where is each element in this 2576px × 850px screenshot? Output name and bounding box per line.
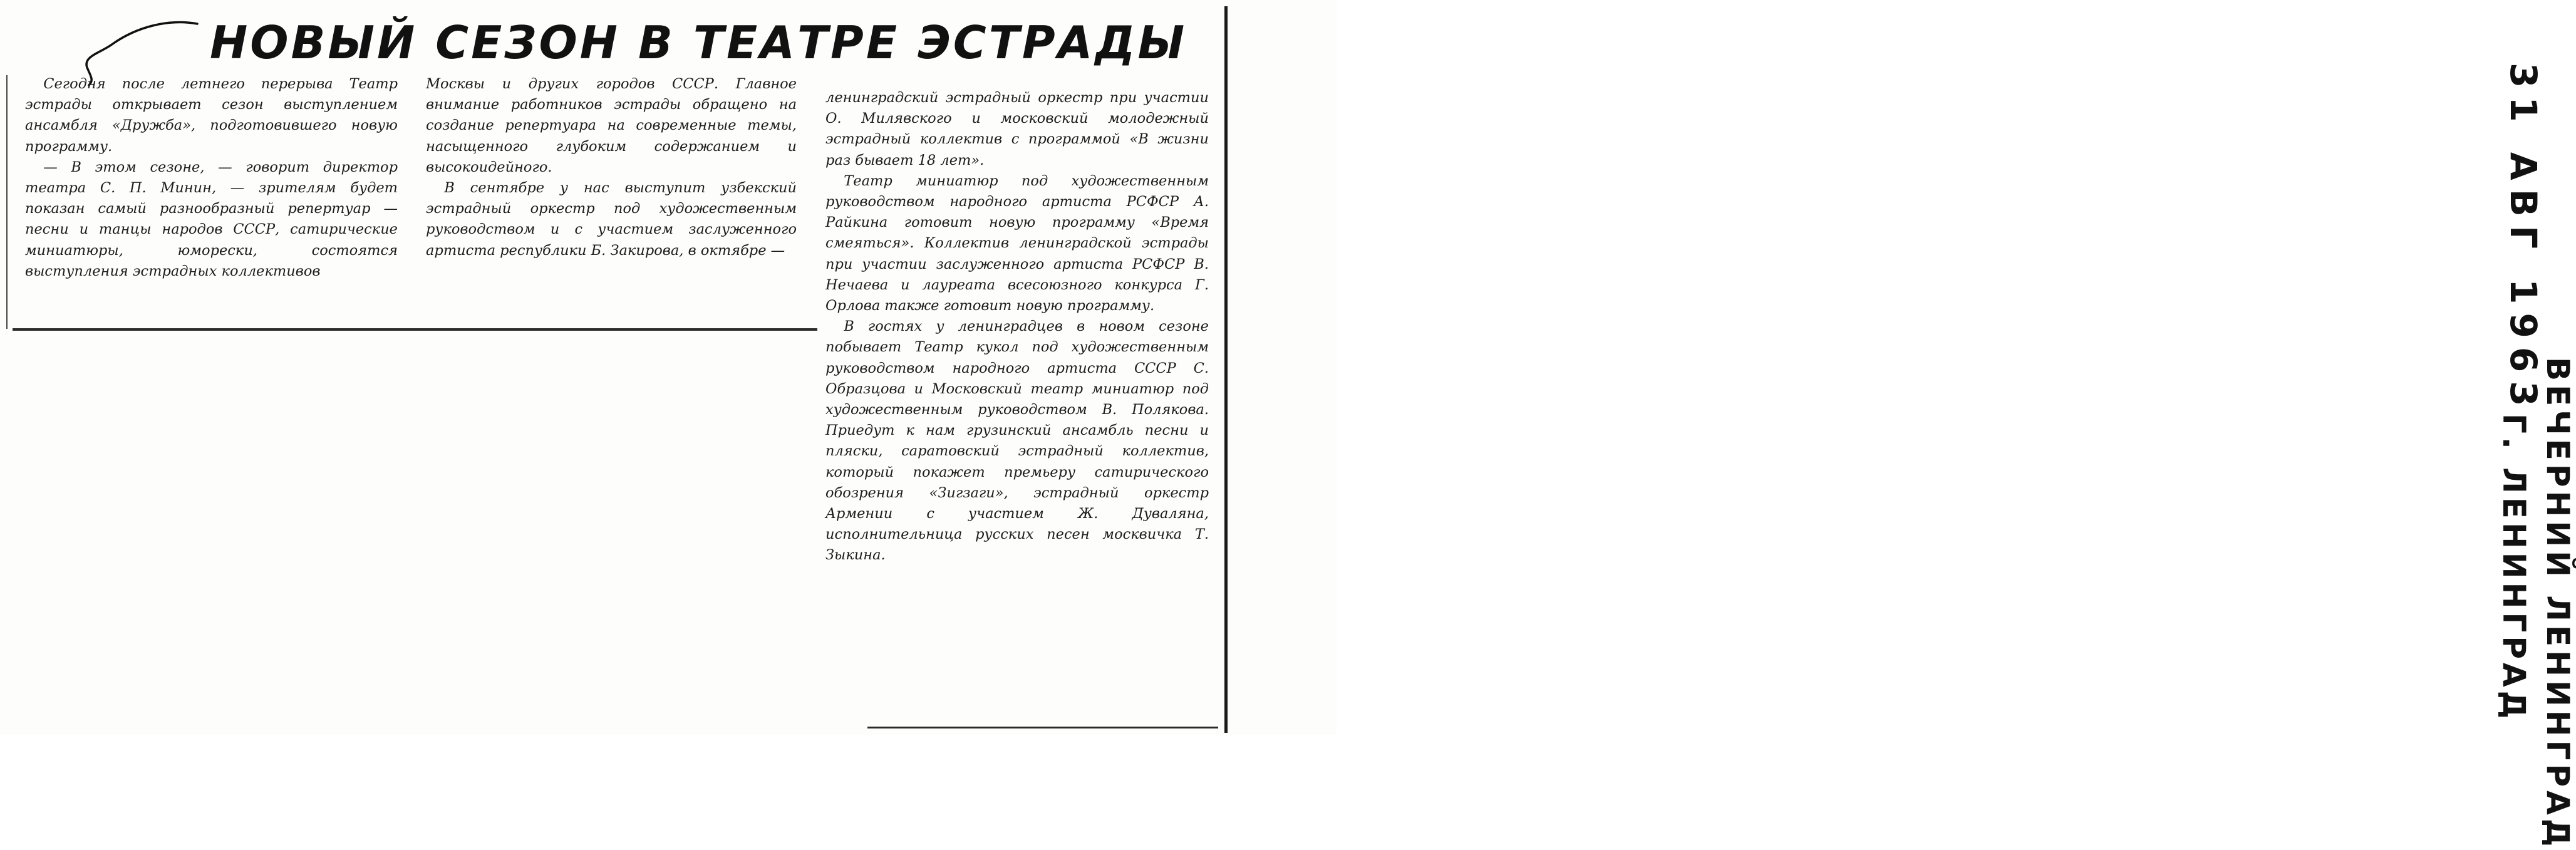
bottom-rule-right — [867, 727, 1218, 728]
paragraph: Театр миниатюр под художественным руководством народного артиста РСФСР А. Райкина готовит новую программу «Время смеяться». Коллектив ленинградской эстрады при участии заслуженного артиста РСФСР В. Нечаева и лауреата всесоюзного конкурса Г. Орлова также готовит новую программу. — [825, 172, 1209, 314]
paragraph: Москвы и других городов СССР. Главное внимание работников эстрады обращено на создание репертуара на современные темы, насыщенного глубоким содержанием и высокоидейного. — [426, 76, 797, 175]
article-headline: НОВЫЙ СЕЗОН В ТЕАТРЕ ЭСТРАДЫ — [210, 16, 1187, 69]
stamp-newspaper-name: ВЕЧЕРНИЙ ЛЕНИНГРАД — [2540, 357, 2576, 850]
paragraph: В гостях у ленинградцев в новом сезоне побывает Театр кукол под художественным руководством народного артиста СССР С. Образцова и Московский театр миниатюр под художественным руководством В. Полякова. Приедут к нам грузинский ансамбль песни и пляски, саратовский эстрадный коллектив, который покажет премьеру сатирического обозрения «Зигзаги», эстрадный оркестр Армении с участием Ж. Дуваляна, исполнительница русских песен москвичка Т. Зыкина. — [825, 318, 1209, 564]
stamp-date: 31 АВГ 1963 — [2502, 63, 2545, 415]
article-column-3 — [825, 88, 1209, 566]
archive-stamp — [1243, 0, 2576, 850]
paragraph: Сегодня после летнего перерыва Театр эстрады открывает сезон выступлением ансамбля «Дружба», подготовившего новую программу. — [25, 76, 398, 155]
article-column-2 — [426, 74, 797, 261]
paragraph: В сентябре у нас выступит узбекский эстрадный оркестр под художественным руководством и с участием заслуженного артиста республики Б. Закирова, в октябре — — [426, 180, 797, 259]
stamp-city: Г. ЛЕНИНГРАД — [2496, 413, 2532, 723]
left-border-rule — [6, 75, 8, 329]
paragraph: — В этом сезоне, — говорит директор театра С. П. Минин, — зрителям будет показан самый разнообразный репертуар — песни и танцы народов СССР, сатирические миниатюры, юморески, состоятся выступления эстрадных коллективов — [25, 158, 398, 279]
paragraph: ленинградский эстрадный оркестр при участии О. Милявского и московский молодежный эстрадный коллектив с программой «В жизни раз бывает 18 лет». — [825, 90, 1209, 168]
bottom-rule-left — [13, 328, 817, 331]
article-column-1 — [25, 74, 398, 282]
clipping-edge-rule — [1224, 6, 1228, 733]
